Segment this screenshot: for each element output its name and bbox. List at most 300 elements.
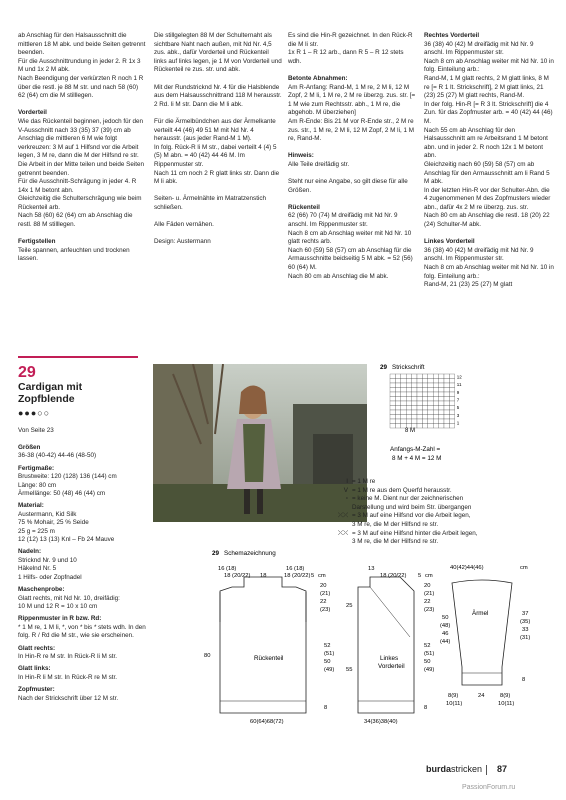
spec-text: * 1 M re, 1 M li, *, von * bis * stets wdh. In den folg. R / Rd die M str., wie sie erscheinen. xyxy=(18,623,146,640)
back-right-1: 20 xyxy=(320,583,327,589)
spec-item xyxy=(18,502,146,544)
back-low-2: (51) xyxy=(324,651,335,657)
text-column-4 xyxy=(424,32,554,298)
spec-text: Glatt rechts, mit Nd Nr. 10, dreifädig: 10 M und 12 R = 10 x 10 cm xyxy=(18,594,120,610)
paragraph-text: 36 (38) 40 (42) M dreifädig mit Nd Nr. 9 anschl. Im Rippenmuster str. Nach 8 cm ab Anschlag weiter mit Nd Nr. 10 in folg. Einteilung arb.: Rand-M, 1 M glatt rechts, 2 M glatt links, 8 M re [= R 1 lt. Strickschrift], 2 M glatt links, 21 (23) 25 (27) M glatt rechts, Rand-M. In der folg. Hin-R [= R 3 lt. Strickschrift] die 4 Zun. für das Zopfmuster arb. = 40 (42) 44 (46) M. Nach 55 cm ab Anschlag für den Halsausschnitt am re Arbeitsrand 1 M betont abn. und in jeder 2. R noch 12x 1 M betont abn. Gleichzeitig nach 60 (59) 58 (57) cm ab Anschlag für den Armausschnitt am li Rand 5 M abk. In der letzten Hin-R vor der Schulter-Abn. die 4 zugenommenen M des Zopfmusters wieder abn., dafür 4x 2 M re überzg. zus. str. Nach 80 cm ab Anschlag die restl. 18 (20) 22 (24) Schulter-M abk. xyxy=(424,40,554,229)
chart-row-label: 3 xyxy=(456,412,460,418)
chart-cell xyxy=(439,388,444,393)
chart-cell xyxy=(390,397,395,402)
paragraph-text: 62 (66) 70 (74) M dreifädig mit Nd Nr. 9 anschl. Im Rippenmuster str. Nach 8 cm ab Anschlag weiter mit Nd Nr. 10 glatt rechts arb. Nach 60 (59) 58 (57) cm ab Anschlag für die Armausschnitte beidseitig 5 M abk. = 52 (56) 60 (64) M. Nach 80 cm ab Anschlag die M abk. xyxy=(288,212,413,280)
chart-cell xyxy=(439,401,444,406)
text-column-2 xyxy=(154,32,282,255)
back-right-2: (21) xyxy=(320,591,331,597)
chart-cell xyxy=(390,379,395,384)
legend-row xyxy=(318,495,558,512)
chart-cell xyxy=(406,397,411,402)
front-low-1: 52 xyxy=(424,643,431,649)
chart-cell xyxy=(422,415,427,420)
chart-cell xyxy=(412,397,417,402)
paragraph-text: Alle Teile dreifädig str. xyxy=(288,160,350,168)
chart-cell xyxy=(390,374,395,379)
spec-heading: Nadeln: xyxy=(18,548,42,556)
back-right-3: 22 xyxy=(320,599,327,605)
spec-heading: Fertigmaße: xyxy=(18,464,55,472)
spec-item xyxy=(18,615,146,640)
project-number: 29 xyxy=(18,364,36,381)
chart-cell xyxy=(433,374,438,379)
chart-cell xyxy=(433,383,438,388)
schematic-drawing xyxy=(196,547,556,747)
chart-cell xyxy=(406,379,411,384)
chart-cell xyxy=(417,392,422,397)
chart-cell xyxy=(433,397,438,402)
spec-heading: Zopfmuster: xyxy=(18,686,55,694)
spec-text: In Hin-R li M str. In Rück-R re M str. xyxy=(18,673,118,681)
schematic-label: Schemazeichnung xyxy=(224,550,276,557)
chart-cell xyxy=(412,415,417,420)
spec-heading: Material: xyxy=(18,502,44,510)
chart-cell xyxy=(422,392,427,397)
chart-cell xyxy=(433,379,438,384)
paragraph-text: Wie das Rückenteil beginnen, jedoch für den V-Ausschnitt nach 33 (35) 37 (39) cm ab Anschlag die mittleren 6 M wie folgt verkreuzen: 3 M auf 1 Hilfsnd vor die Arbeit legen, 3 M re, dann die M der Hilfsnd re str. Die Arbeit in der Mitte teilen und beide Seiten getrennt beenden. Für die Ausschnitt-Schrägung in jeder 4. R 14x 1 M betont abn. Gleichzeitig die Schulterschrägung wie beim Rückenteil arb. Nach 58 (60) 62 (64) cm ab Anschlag die restl. 88 M stilllegen. xyxy=(18,117,145,229)
spec-text: Brustweite: 120 (128) 136 (144) cm Länge: 80 cm Ärmellänge: 50 (48) 46 (44) cm xyxy=(18,473,117,498)
chart-cell xyxy=(444,388,449,393)
chart-cell xyxy=(401,388,406,393)
chart-cell xyxy=(406,401,411,406)
chart-legend xyxy=(318,478,558,547)
paragraph-heading: Hinweis: xyxy=(288,152,314,160)
project-title: Cardigan mit Zopfblende xyxy=(18,381,83,405)
chart-cell xyxy=(412,419,417,424)
chart-cell xyxy=(390,424,395,429)
chart-cell xyxy=(401,383,406,388)
chart-cell xyxy=(422,388,427,393)
chart-cell xyxy=(449,401,454,406)
sleeve-left-1: 50 xyxy=(442,615,449,621)
paragraph-text: Es sind die Hin-R gezeichnet. In den Rück-R die M li str. 1x R 1 – R 12 arb., dann R 5 – R 12 stets wdh. xyxy=(288,32,413,65)
back-top-cm: 5 xyxy=(311,573,315,579)
front-top-2: 18 (20/22) xyxy=(380,573,407,579)
chart-cell xyxy=(444,379,449,384)
chart-row-label: 9 xyxy=(456,389,460,395)
chart-cell xyxy=(439,383,444,388)
chart-cell xyxy=(449,415,454,420)
chart-cell xyxy=(401,415,406,420)
page-footer xyxy=(426,764,507,775)
chart-cell xyxy=(417,415,422,420)
chart-cell xyxy=(422,410,427,415)
spec-item xyxy=(18,645,146,662)
front-piece xyxy=(346,566,434,725)
front-width: 34(36)38(40) xyxy=(364,719,398,725)
chart-cell xyxy=(390,401,395,406)
chart-cell xyxy=(417,406,422,411)
chart-cell xyxy=(433,410,438,415)
back-cm: cm xyxy=(318,573,326,579)
back-low-1: 52 xyxy=(324,643,331,649)
spec-item xyxy=(18,686,146,703)
chart-cell xyxy=(428,401,433,406)
chart-cell xyxy=(449,397,454,402)
chart-cell xyxy=(412,410,417,415)
paragraph-text: Seiten- u. Ärmelnähte im Matratzenstich schließen. xyxy=(154,195,266,211)
sleeve-right-3: 33 xyxy=(522,627,529,633)
chart-grid xyxy=(390,374,462,428)
chart-cell xyxy=(406,410,411,415)
front-top-cm: 5 xyxy=(418,573,422,579)
paragraph xyxy=(424,238,554,290)
difficulty-rating: ●●●○○ xyxy=(18,408,51,418)
chart-cell xyxy=(401,392,406,397)
spec-text: Austermann, Kid Silk 75 % Mohair, 25 % Seide 25 g = 225 m 12 (12) 13 (13) Knl – Fb 24 Mauve xyxy=(18,510,115,544)
chart-cell xyxy=(412,383,417,388)
chart-cell xyxy=(417,388,422,393)
chart-cell xyxy=(412,374,417,379)
chart-cell xyxy=(444,374,449,379)
back-top-mid: 18 xyxy=(260,573,267,579)
chart-cell xyxy=(433,419,438,424)
stitch-chart xyxy=(378,362,468,470)
spec-item xyxy=(18,665,146,682)
chart-cell xyxy=(428,397,433,402)
chart-cell xyxy=(449,424,454,429)
legend-text: = 1 M re xyxy=(352,478,376,485)
chart-cell xyxy=(401,397,406,402)
paragraph xyxy=(18,32,146,101)
front-right-3: 22 xyxy=(424,599,431,605)
chart-cell xyxy=(417,424,422,429)
spec-text: 36-38 (40-42) 44-46 (48-50) xyxy=(18,452,97,460)
chart-cell xyxy=(428,410,433,415)
chart-cell xyxy=(417,419,422,424)
chart-cell xyxy=(428,424,433,429)
chart-cell xyxy=(439,415,444,420)
sleeve-left-2: (48) xyxy=(440,623,451,629)
spec-text: In Hin-R re M str. In Rück-R li M str. xyxy=(18,652,118,660)
front-low-3: 50 xyxy=(424,659,431,665)
chart-cell xyxy=(412,401,417,406)
anfangs-label: Anfangs-M-Zahl = xyxy=(390,446,441,453)
chart-cell xyxy=(406,383,411,388)
chart-cell xyxy=(395,397,400,402)
page-reference: Von Seite 23 xyxy=(18,427,54,434)
sleeve-bottom-left: 8(9) xyxy=(448,693,459,699)
chart-cell xyxy=(390,410,395,415)
back-top-right: 16 (18) xyxy=(286,566,305,572)
chart-cell xyxy=(395,415,400,420)
chart-cell xyxy=(401,410,406,415)
chart-cell xyxy=(444,419,449,424)
footer-separator xyxy=(486,765,487,775)
sleeve-name: Ärmel xyxy=(472,610,489,617)
chart-cell xyxy=(449,379,454,384)
spec-item xyxy=(18,586,146,611)
paragraph-text: ab Anschlag für den Halsausschnitt die mittleren 18 M abk. und beide Seiten getrennt beenden. Für die Ausschnittrundung in jeder 2. R 1x 3 M und 1x 2 M abk. Nach Beendigung der verkürzten R noch 1 R über die restl. je 88 M str. und nach 58 (60) 62 (64) cm die M stilllegen. xyxy=(18,32,146,100)
chart-row-label: 7 xyxy=(456,397,460,403)
paragraph xyxy=(154,195,282,212)
front-low-2: (51) xyxy=(424,651,435,657)
spec-heading: Maschenprobe: xyxy=(18,586,65,594)
sleeve-top: 40(42)44(46) xyxy=(450,565,484,571)
chart-cell xyxy=(444,424,449,429)
anfangs-formula: 8 M + 4 M = 12 M xyxy=(392,455,442,462)
back-top-left: 16 (18) xyxy=(218,566,237,572)
paragraph-heading: Rechtes Vorderteil xyxy=(424,32,480,39)
chart-cell xyxy=(395,383,400,388)
chart-cell xyxy=(433,406,438,411)
paragraph xyxy=(18,238,146,264)
repeat-label: 8 M xyxy=(405,428,416,434)
legend-symbol: ▫ xyxy=(345,495,348,503)
chart-cell xyxy=(449,388,454,393)
chart-cell xyxy=(395,379,400,384)
sleeve-piece xyxy=(440,565,530,707)
chart-cell xyxy=(401,374,406,379)
legend-symbol: I xyxy=(346,478,348,485)
chart-cell xyxy=(433,401,438,406)
chart-cell xyxy=(428,415,433,420)
paragraph-heading: Rückenteil xyxy=(288,203,320,211)
back-low-3: 50 xyxy=(324,659,331,665)
sleeve-right-1: 37 xyxy=(522,611,529,617)
chart-cell xyxy=(449,406,454,411)
legend-text: = 3 M auf eine Hilfsnd vor die Arbeit legen, 3 M re, die M der Hilfsnd re str. xyxy=(352,512,471,528)
front-body-length: 55 xyxy=(346,667,353,673)
front-cm: cm xyxy=(425,573,433,579)
back-low-4: (49) xyxy=(324,667,335,673)
chart-cell xyxy=(395,424,400,429)
chart-cell xyxy=(428,392,433,397)
paragraph xyxy=(288,75,416,144)
chart-cell xyxy=(444,397,449,402)
paragraph xyxy=(154,32,282,75)
paragraph xyxy=(288,204,416,281)
chart-cell xyxy=(390,415,395,420)
back-name: Rückenteil xyxy=(254,655,284,662)
chart-row-label: 1 xyxy=(456,420,460,426)
front-rib-height: 8 xyxy=(424,705,428,711)
chart-cell xyxy=(412,379,417,384)
legend-symbol: ⤫⤫ xyxy=(337,512,348,520)
page-number: 87 xyxy=(497,764,508,774)
chart-cell xyxy=(417,397,422,402)
chart-cell xyxy=(422,397,427,402)
legend-text: = 1 M re aus dem Querfd herausstr. xyxy=(352,486,452,494)
chart-row-label: 5 xyxy=(456,405,460,411)
paragraph-text: Die stillgelegten 88 M der Schulternaht als sichtbare Naht nach außen, mit Nd Nr. 4,5 zus. abk., dafür Vorderteil und Rückenteil links auf links legen, je 1 M von Vorderteil und Rückenteil re zus. str. und abk. xyxy=(154,32,282,74)
chart-cell xyxy=(401,379,406,384)
chart-cell xyxy=(428,406,433,411)
chart-cell xyxy=(449,419,454,424)
chart-cell xyxy=(444,401,449,406)
chart-cell xyxy=(444,383,449,388)
chart-cell xyxy=(406,406,411,411)
paragraph xyxy=(154,84,282,110)
legend-text: = keine M. Dient nur der zeichnerischen Darstellung und wird beim Str. übergangen xyxy=(352,495,472,511)
chart-cell xyxy=(390,383,395,388)
paragraph-text: Alle Fäden vernähen. xyxy=(154,221,214,229)
sleeve-bottom-left2: 10(11) xyxy=(446,701,463,707)
spec-item xyxy=(18,444,146,461)
paragraph xyxy=(288,178,416,195)
chart-cell xyxy=(433,392,438,397)
chart-cell xyxy=(417,379,422,384)
chart-cell xyxy=(428,379,433,384)
chart-cell xyxy=(395,374,400,379)
spec-heading: Glatt links: xyxy=(18,665,51,673)
chart-cell xyxy=(444,415,449,420)
chart-cell xyxy=(395,410,400,415)
spec-heading: Rippenmuster in R bzw. Rd: xyxy=(18,615,102,623)
paragraph-text: Design: Austermann xyxy=(154,238,211,246)
paragraph-text: Teile spannen, anfeuchten und trocknen lassen. xyxy=(18,246,130,263)
sleeve-left-4: (44) xyxy=(440,639,451,645)
chart-cell xyxy=(395,388,400,393)
paragraph-text: 36 (38) 40 (42) M dreifädig mit Nd Nr. 9 anschl. Im Rippenmuster str. Nach 8 cm ab Anschlag weiter mit Nd Nr. 10 in folg. Einteilung arb.: Rand-M, 21 (23) 25 (27) M glatt xyxy=(424,246,554,289)
chart-cell xyxy=(439,419,444,424)
front-name: Linkes Vorderteil xyxy=(378,655,405,670)
chart-cell xyxy=(439,424,444,429)
watermark: PassionForum.ru xyxy=(462,784,516,791)
sleeve-bottom-right: 8(9) xyxy=(500,693,511,699)
spec-heading: Größen xyxy=(18,444,41,451)
legend-symbol: V xyxy=(343,486,348,494)
chart-row-label: 11 xyxy=(456,382,462,388)
chart-cell xyxy=(433,415,438,420)
footer-brand: burda xyxy=(426,764,452,774)
chart-cell xyxy=(390,406,395,411)
spec-item xyxy=(18,548,146,582)
sleeve-rib-height: 8 xyxy=(522,677,526,683)
back-length: 80 xyxy=(204,653,211,659)
chart-cell xyxy=(406,388,411,393)
legend-symbol: ⤬⤬ xyxy=(337,529,348,537)
paragraph-heading: Vorderteil xyxy=(18,109,47,117)
chart-cell xyxy=(395,419,400,424)
chart-row-label: 12 xyxy=(456,374,462,380)
chart-cell xyxy=(412,406,417,411)
back-right-4: (23) xyxy=(320,607,331,613)
section-divider xyxy=(18,356,138,358)
back-width: 60(64)68(72) xyxy=(250,719,284,725)
chart-cell xyxy=(395,401,400,406)
legend-row xyxy=(318,487,558,496)
chart-cell xyxy=(395,406,400,411)
chart-cell xyxy=(439,374,444,379)
paragraph xyxy=(154,118,282,187)
chart-cell xyxy=(417,374,422,379)
front-right-2: (21) xyxy=(424,591,435,597)
front-low-4: (49) xyxy=(424,667,435,673)
paragraph xyxy=(154,238,282,247)
chart-cell xyxy=(422,374,427,379)
chart-cell xyxy=(390,392,395,397)
paragraph-heading: Fertigstellen xyxy=(18,238,56,246)
front-top-1: 13 xyxy=(368,566,375,572)
text-column-3 xyxy=(288,32,416,290)
legend-text: = 3 M auf eine Hilfsnd hinter die Arbeit legen, 3 M re, die M der Hilfsnd re str. xyxy=(352,529,478,546)
paragraph xyxy=(424,32,554,230)
spec-text: Nach der Strickschrift über 12 M str. xyxy=(18,694,119,702)
legend-row xyxy=(318,512,558,529)
chart-cell xyxy=(439,392,444,397)
chart-cell xyxy=(412,388,417,393)
front-right-4: (23) xyxy=(424,607,435,613)
spec-heading: Glatt rechts: xyxy=(18,644,56,652)
chart-cell xyxy=(406,392,411,397)
back-rib-height: 8 xyxy=(324,705,328,711)
chart-cell xyxy=(439,410,444,415)
chart-cell xyxy=(390,419,395,424)
chart-cell xyxy=(428,374,433,379)
chart-cell xyxy=(439,379,444,384)
chart-cell xyxy=(428,388,433,393)
chart-cell xyxy=(422,379,427,384)
front-neck-depth: 25 xyxy=(346,603,353,609)
chart-cell xyxy=(422,406,427,411)
legend-row xyxy=(318,530,558,547)
chart-cell xyxy=(433,424,438,429)
text-column-1 xyxy=(18,32,146,273)
chart-cell xyxy=(417,401,422,406)
spec-item xyxy=(18,465,146,499)
paragraph xyxy=(154,221,282,230)
legend-row xyxy=(318,478,558,487)
chart-cell xyxy=(444,410,449,415)
chart-cell xyxy=(406,374,411,379)
paragraph xyxy=(288,32,416,66)
chart-cell xyxy=(444,392,449,397)
chart-cell xyxy=(449,392,454,397)
sleeve-right-2: (35) xyxy=(520,619,531,625)
chart-cell xyxy=(439,397,444,402)
chart-label-num: 29 xyxy=(380,364,388,371)
spec-text: Stricknd Nr. 9 und 10 Häkelnd Nr. 5 1 Hilfs- oder Zopfnadel xyxy=(18,556,82,581)
front-right-1: 20 xyxy=(424,583,431,589)
paragraph-text: Steht nur eine Angabe, so gilt diese für alle Größen. xyxy=(288,178,408,194)
sleeve-right-4: (31) xyxy=(520,635,531,641)
chart-cell xyxy=(417,410,422,415)
chart-cell xyxy=(449,383,454,388)
chart-cell xyxy=(417,383,422,388)
paragraph xyxy=(18,109,146,229)
paragraph-text: Mit der Rundstricknd Nr. 4 für die Halsblende aus dem Halsausschnittrand 118 M herausstr. 2 Rd. li M str. Dann die M li abk. xyxy=(154,83,282,108)
paragraph-text: Am R-Anfang: Rand-M, 1 M re, 2 M li, 12 M Zopf, 2 M li, 1 M re, 2 M re überzg. zus. str. [= 1 M wie zum Rechtsstr. abh., 1 M re, die abgehob. M überziehen] Am R-Ende: Bis 21 M vor R-Ende str., 2 M re zus. str., 1 M re, 2 M li, 12 M Zopf, 2 M li, 1 M re, Rand-M. xyxy=(288,83,416,143)
chart-cell xyxy=(444,406,449,411)
sleeve-cm: cm xyxy=(520,565,528,571)
paragraph xyxy=(288,152,416,169)
back-piece xyxy=(204,566,334,725)
chart-cell xyxy=(428,419,433,424)
chart-cell xyxy=(406,415,411,420)
chart-cell xyxy=(439,406,444,411)
chart-cell xyxy=(401,419,406,424)
paragraph-text: Für die Ärmelbündchen aus der Ärmelkante verteilt 44 (46) 49 51 M mit Nd Nr. 4 herausstr. (aus jeder Rand-M 1 M). In folg. Rück-R li M str., dabei verteilt 4 (4) 5 (5) M abn. = 40 (42) 44 46 M. Im Rippenmuster str. Nach 11 cm noch 2 R glatt links str. Dann die M li abk. xyxy=(154,117,280,186)
chart-cell xyxy=(433,388,438,393)
footer-brand-suffix: stricken xyxy=(451,764,483,774)
back-top-left2: 18 (20/22) xyxy=(224,573,251,579)
chart-cell xyxy=(422,401,427,406)
chart-cell xyxy=(401,406,406,411)
chart-cell xyxy=(449,410,454,415)
schematic-label-num: 29 xyxy=(212,550,220,557)
specifications xyxy=(18,444,146,707)
chart-cell xyxy=(390,388,395,393)
sleeve-bottom-mid: 24 xyxy=(478,693,485,699)
paragraph-heading: Linkes Vorderteil xyxy=(424,238,475,246)
chart-cell xyxy=(395,392,400,397)
chart-cell xyxy=(428,383,433,388)
